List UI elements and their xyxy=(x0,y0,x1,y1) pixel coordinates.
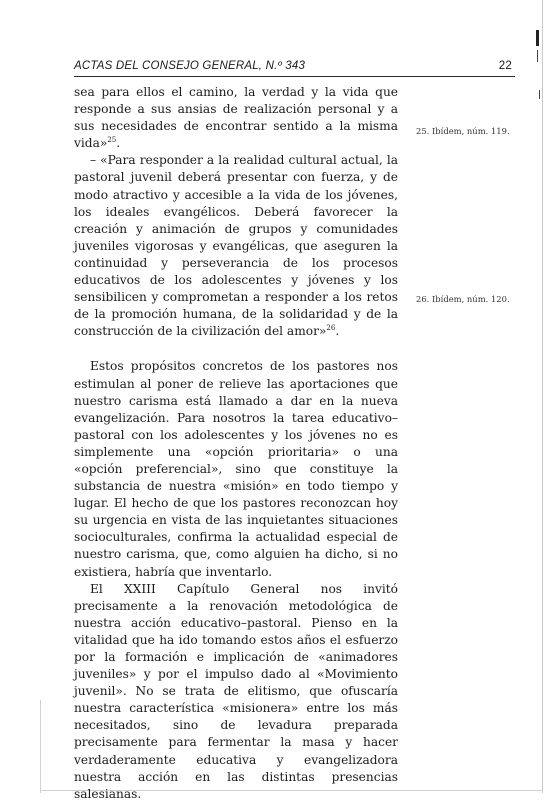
scan-edge xyxy=(542,0,543,793)
punctuation: . xyxy=(335,324,340,339)
paragraph: El XXIII Capítulo General nos invitó precisamente a la renovación metodológica de nuestra acción educativo–pastoral. Pienso en la vitalidad que ha ido tomando estos años el esfuerzo por la formación e implicación de «animadores juveniles» y por el impulso dado al «Movimiento juvenil». No se trata de elitismo, que ofuscaría nuestra característica «misionera» entre los más necesitados, sino de levadura preparada precisamente para fermentar la masa y hacer verdaderamente educativa y evangelizadora nuestra acción en las distintas presencias salesianas. xyxy=(74,581,398,801)
paragraph-text: – «Para responder a la realidad cultural actual, la pastoral juvenil deberá presentar con fuerza, y de modo atractivo y accesible a la vida de los jóvenes, los ideales evangélicos. Deberá favorecer la creación y animación de grupos y comunidades juveniles vigorosas y evangélicas, que aseguren la continuidad y perseverancia de los procesos educativos de los adolescentes y jóvenes y los sensibilicen y comprometan a responder a los retos de la promoción humana, de la solidaridad y de la construcción de la civilización del amor» xyxy=(74,153,398,339)
footnote-reference: 26 xyxy=(326,324,336,333)
scan-mark xyxy=(536,30,539,46)
scan-mark xyxy=(537,50,538,62)
footnote: 25. Ibídem, núm. 119. xyxy=(416,126,510,136)
header-rule xyxy=(74,76,515,77)
page-number: 22 xyxy=(498,60,512,72)
scan-edge xyxy=(40,700,41,793)
publication-title: ACTAS DEL CONSEJO GENERAL, N.º 343 xyxy=(74,60,306,72)
scan-mark xyxy=(539,90,540,99)
footnote-reference: 25 xyxy=(107,136,117,145)
paragraph xyxy=(74,84,398,152)
paragraph-text: sea para ellos el camino, la verdad y la vida que responde a sus ansias de realización personal y a sus necesidades de encontrar sentido a la misma vida» xyxy=(74,85,398,151)
footnote: 26. Ibídem, núm. 120. xyxy=(416,294,510,304)
paragraph: Estos propósitos concretos de los pastores nos estimulan al poner de relieve las aportaciones que nuestro carisma está llamado a dar en la nueva evangelización. Para nosotros la tarea educativo–pastoral con los adolescentes y los jóvenes no es simplemente una «opción prioritaria» o una «opción preferencial», sino que constituye la substancia de nuestra «misión» en todo tiempo y lugar. El hecho de que los pastores reconozcan hoy su urgencia en vista de las inquietantes situaciones socioculturales, confirma la actualidad especial de nuestro carisma, que, como alguien ha dicho, si no existiera, habría que inventarlo. xyxy=(74,359,398,579)
body-text xyxy=(74,84,398,803)
punctuation: . xyxy=(116,136,121,151)
running-header xyxy=(74,60,512,72)
paragraph xyxy=(74,152,398,340)
